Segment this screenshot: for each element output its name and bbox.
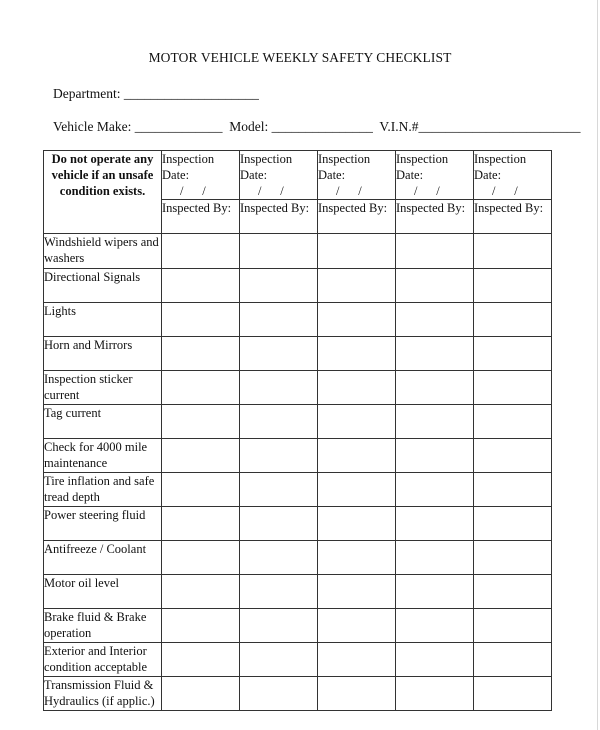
checklist-row <box>44 439 552 473</box>
date-slashes: / / <box>180 184 206 198</box>
check-cell[interactable] <box>474 337 552 371</box>
inspected-by-label: Inspected By: <box>474 201 544 215</box>
inspected-by-cell[interactable] <box>240 200 318 234</box>
check-cell[interactable] <box>240 473 318 507</box>
check-cell[interactable] <box>474 269 552 303</box>
inspection-date-cell[interactable] <box>162 151 240 200</box>
check-cell[interactable] <box>396 541 474 575</box>
check-cell[interactable] <box>162 337 240 371</box>
checklist-item-label: Directional Signals <box>44 269 162 303</box>
checklist-row <box>44 609 552 643</box>
check-cell[interactable] <box>396 473 474 507</box>
inspection-date-label: Inspection Date: <box>162 152 215 182</box>
checklist-item-label: Tire inflation and safe tread depth <box>44 473 162 507</box>
inspected-by-cell[interactable] <box>162 200 240 234</box>
check-cell[interactable] <box>396 575 474 609</box>
check-cell[interactable] <box>474 541 552 575</box>
check-cell[interactable] <box>162 269 240 303</box>
checklist-row <box>44 575 552 609</box>
check-cell[interactable] <box>318 337 396 371</box>
checklist-item-label: Power steering fluid <box>44 507 162 541</box>
checklist-row <box>44 269 552 303</box>
checklist-item-label: Horn and Mirrors <box>44 337 162 371</box>
checklist-item-label: Motor oil level <box>44 575 162 609</box>
check-cell[interactable] <box>474 234 552 269</box>
checklist-table <box>43 150 552 711</box>
checklist-row <box>44 405 552 439</box>
checklist-row <box>44 371 552 405</box>
check-cell[interactable] <box>396 303 474 337</box>
check-cell[interactable] <box>162 234 240 269</box>
check-cell[interactable] <box>240 303 318 337</box>
inspection-date-cell[interactable] <box>396 151 474 200</box>
check-cell[interactable] <box>318 234 396 269</box>
check-cell[interactable] <box>474 609 552 643</box>
check-cell[interactable] <box>474 371 552 405</box>
inspection-date-label: Inspection Date: <box>474 152 527 182</box>
check-cell[interactable] <box>162 439 240 473</box>
check-cell[interactable] <box>318 575 396 609</box>
page-title: MOTOR VEHICLE WEEKLY SAFETY CHECKLIST <box>148 50 452 65</box>
date-slashes: / / <box>258 184 284 198</box>
checklist-row <box>44 337 552 371</box>
checklist-item-label: Tag current <box>44 405 162 439</box>
check-cell[interactable] <box>162 643 240 677</box>
date-slashes: / / <box>492 184 518 198</box>
checklist-item-label: Inspection sticker current <box>44 371 162 405</box>
checklist-row <box>44 303 552 337</box>
check-cell[interactable] <box>240 541 318 575</box>
check-cell[interactable] <box>474 405 552 439</box>
checklist-item-label: Antifreeze / Coolant <box>44 541 162 575</box>
check-cell[interactable] <box>162 303 240 337</box>
checklist-row <box>44 541 552 575</box>
check-cell[interactable] <box>162 609 240 643</box>
check-cell[interactable] <box>162 575 240 609</box>
inspection-date-cell[interactable] <box>240 151 318 200</box>
check-cell[interactable] <box>318 439 396 473</box>
checklist-item-label: Lights <box>44 303 162 337</box>
inspection-date-label: Inspection Date: <box>240 152 293 182</box>
check-cell[interactable] <box>318 405 396 439</box>
check-cell[interactable] <box>162 473 240 507</box>
check-cell[interactable] <box>396 643 474 677</box>
check-cell[interactable] <box>474 439 552 473</box>
page-edge <box>597 0 598 730</box>
inspected-by-label: Inspected By: <box>162 201 232 215</box>
vehicle-info-fields[interactable]: Vehicle Make: _____________ Model: _______________ V.I.N.#________________________ <box>53 119 581 134</box>
check-cell[interactable] <box>318 541 396 575</box>
check-cell[interactable] <box>318 507 396 541</box>
checklist-row <box>44 677 552 711</box>
check-cell[interactable] <box>396 234 474 269</box>
check-cell[interactable] <box>240 609 318 643</box>
check-cell[interactable] <box>240 371 318 405</box>
checklist-row <box>44 473 552 507</box>
check-cell[interactable] <box>162 371 240 405</box>
check-cell[interactable] <box>396 677 474 711</box>
check-cell[interactable] <box>240 439 318 473</box>
check-cell[interactable] <box>318 473 396 507</box>
checklist-item-label: Check for 4000 mile maintenance <box>44 439 162 473</box>
inspection-date-label: Inspection Date: <box>396 152 449 182</box>
checklist-row <box>44 643 552 677</box>
check-cell[interactable] <box>240 677 318 711</box>
checklist-row <box>44 234 552 269</box>
check-cell[interactable] <box>396 269 474 303</box>
check-cell[interactable] <box>240 269 318 303</box>
checklist-row <box>44 507 552 541</box>
check-cell[interactable] <box>162 677 240 711</box>
check-cell[interactable] <box>318 269 396 303</box>
inspected-by-label: Inspected By: <box>396 201 466 215</box>
check-cell[interactable] <box>162 541 240 575</box>
checklist-item-label: Exterior and Interior condition acceptable <box>44 643 162 677</box>
inspection-date-label: Inspection Date: <box>318 152 371 182</box>
inspection-date-cell[interactable] <box>474 151 552 200</box>
check-cell[interactable] <box>162 507 240 541</box>
check-cell[interactable] <box>396 405 474 439</box>
check-cell[interactable] <box>474 473 552 507</box>
inspected-by-cell[interactable] <box>474 200 552 234</box>
check-cell[interactable] <box>240 507 318 541</box>
check-cell[interactable] <box>240 234 318 269</box>
check-cell[interactable] <box>162 405 240 439</box>
inspection-date-cell[interactable] <box>318 151 396 200</box>
inspected-by-label: Inspected By: <box>318 201 388 215</box>
inspected-by-label: Inspected By: <box>240 201 310 215</box>
checklist-item-label: Windshield wipers and washers <box>44 234 162 269</box>
check-cell[interactable] <box>318 643 396 677</box>
check-cell[interactable] <box>240 575 318 609</box>
inspected-by-cell[interactable] <box>396 200 474 234</box>
check-cell[interactable] <box>318 303 396 337</box>
check-cell[interactable] <box>318 609 396 643</box>
check-cell[interactable] <box>396 337 474 371</box>
inspected-by-cell[interactable] <box>318 200 396 234</box>
check-cell[interactable] <box>318 677 396 711</box>
check-cell[interactable] <box>318 371 396 405</box>
date-slashes: / / <box>414 184 440 198</box>
check-cell[interactable] <box>396 507 474 541</box>
check-cell[interactable] <box>474 575 552 609</box>
checklist-item-label: Transmission Fluid & Hydraulics (if applic.) <box>44 677 162 711</box>
safety-warning: Do not operate any vehicle if an unsafe condition exists. <box>44 151 162 234</box>
department-field[interactable]: Department: ____________________ <box>53 86 259 101</box>
check-cell[interactable] <box>474 507 552 541</box>
check-cell[interactable] <box>240 405 318 439</box>
check-cell[interactable] <box>474 677 552 711</box>
check-cell[interactable] <box>474 643 552 677</box>
check-cell[interactable] <box>396 609 474 643</box>
check-cell[interactable] <box>396 371 474 405</box>
check-cell[interactable] <box>240 643 318 677</box>
check-cell[interactable] <box>474 303 552 337</box>
checklist-item-label: Brake fluid & Brake operation <box>44 609 162 643</box>
check-cell[interactable] <box>240 337 318 371</box>
check-cell[interactable] <box>396 439 474 473</box>
date-slashes: / / <box>336 184 362 198</box>
